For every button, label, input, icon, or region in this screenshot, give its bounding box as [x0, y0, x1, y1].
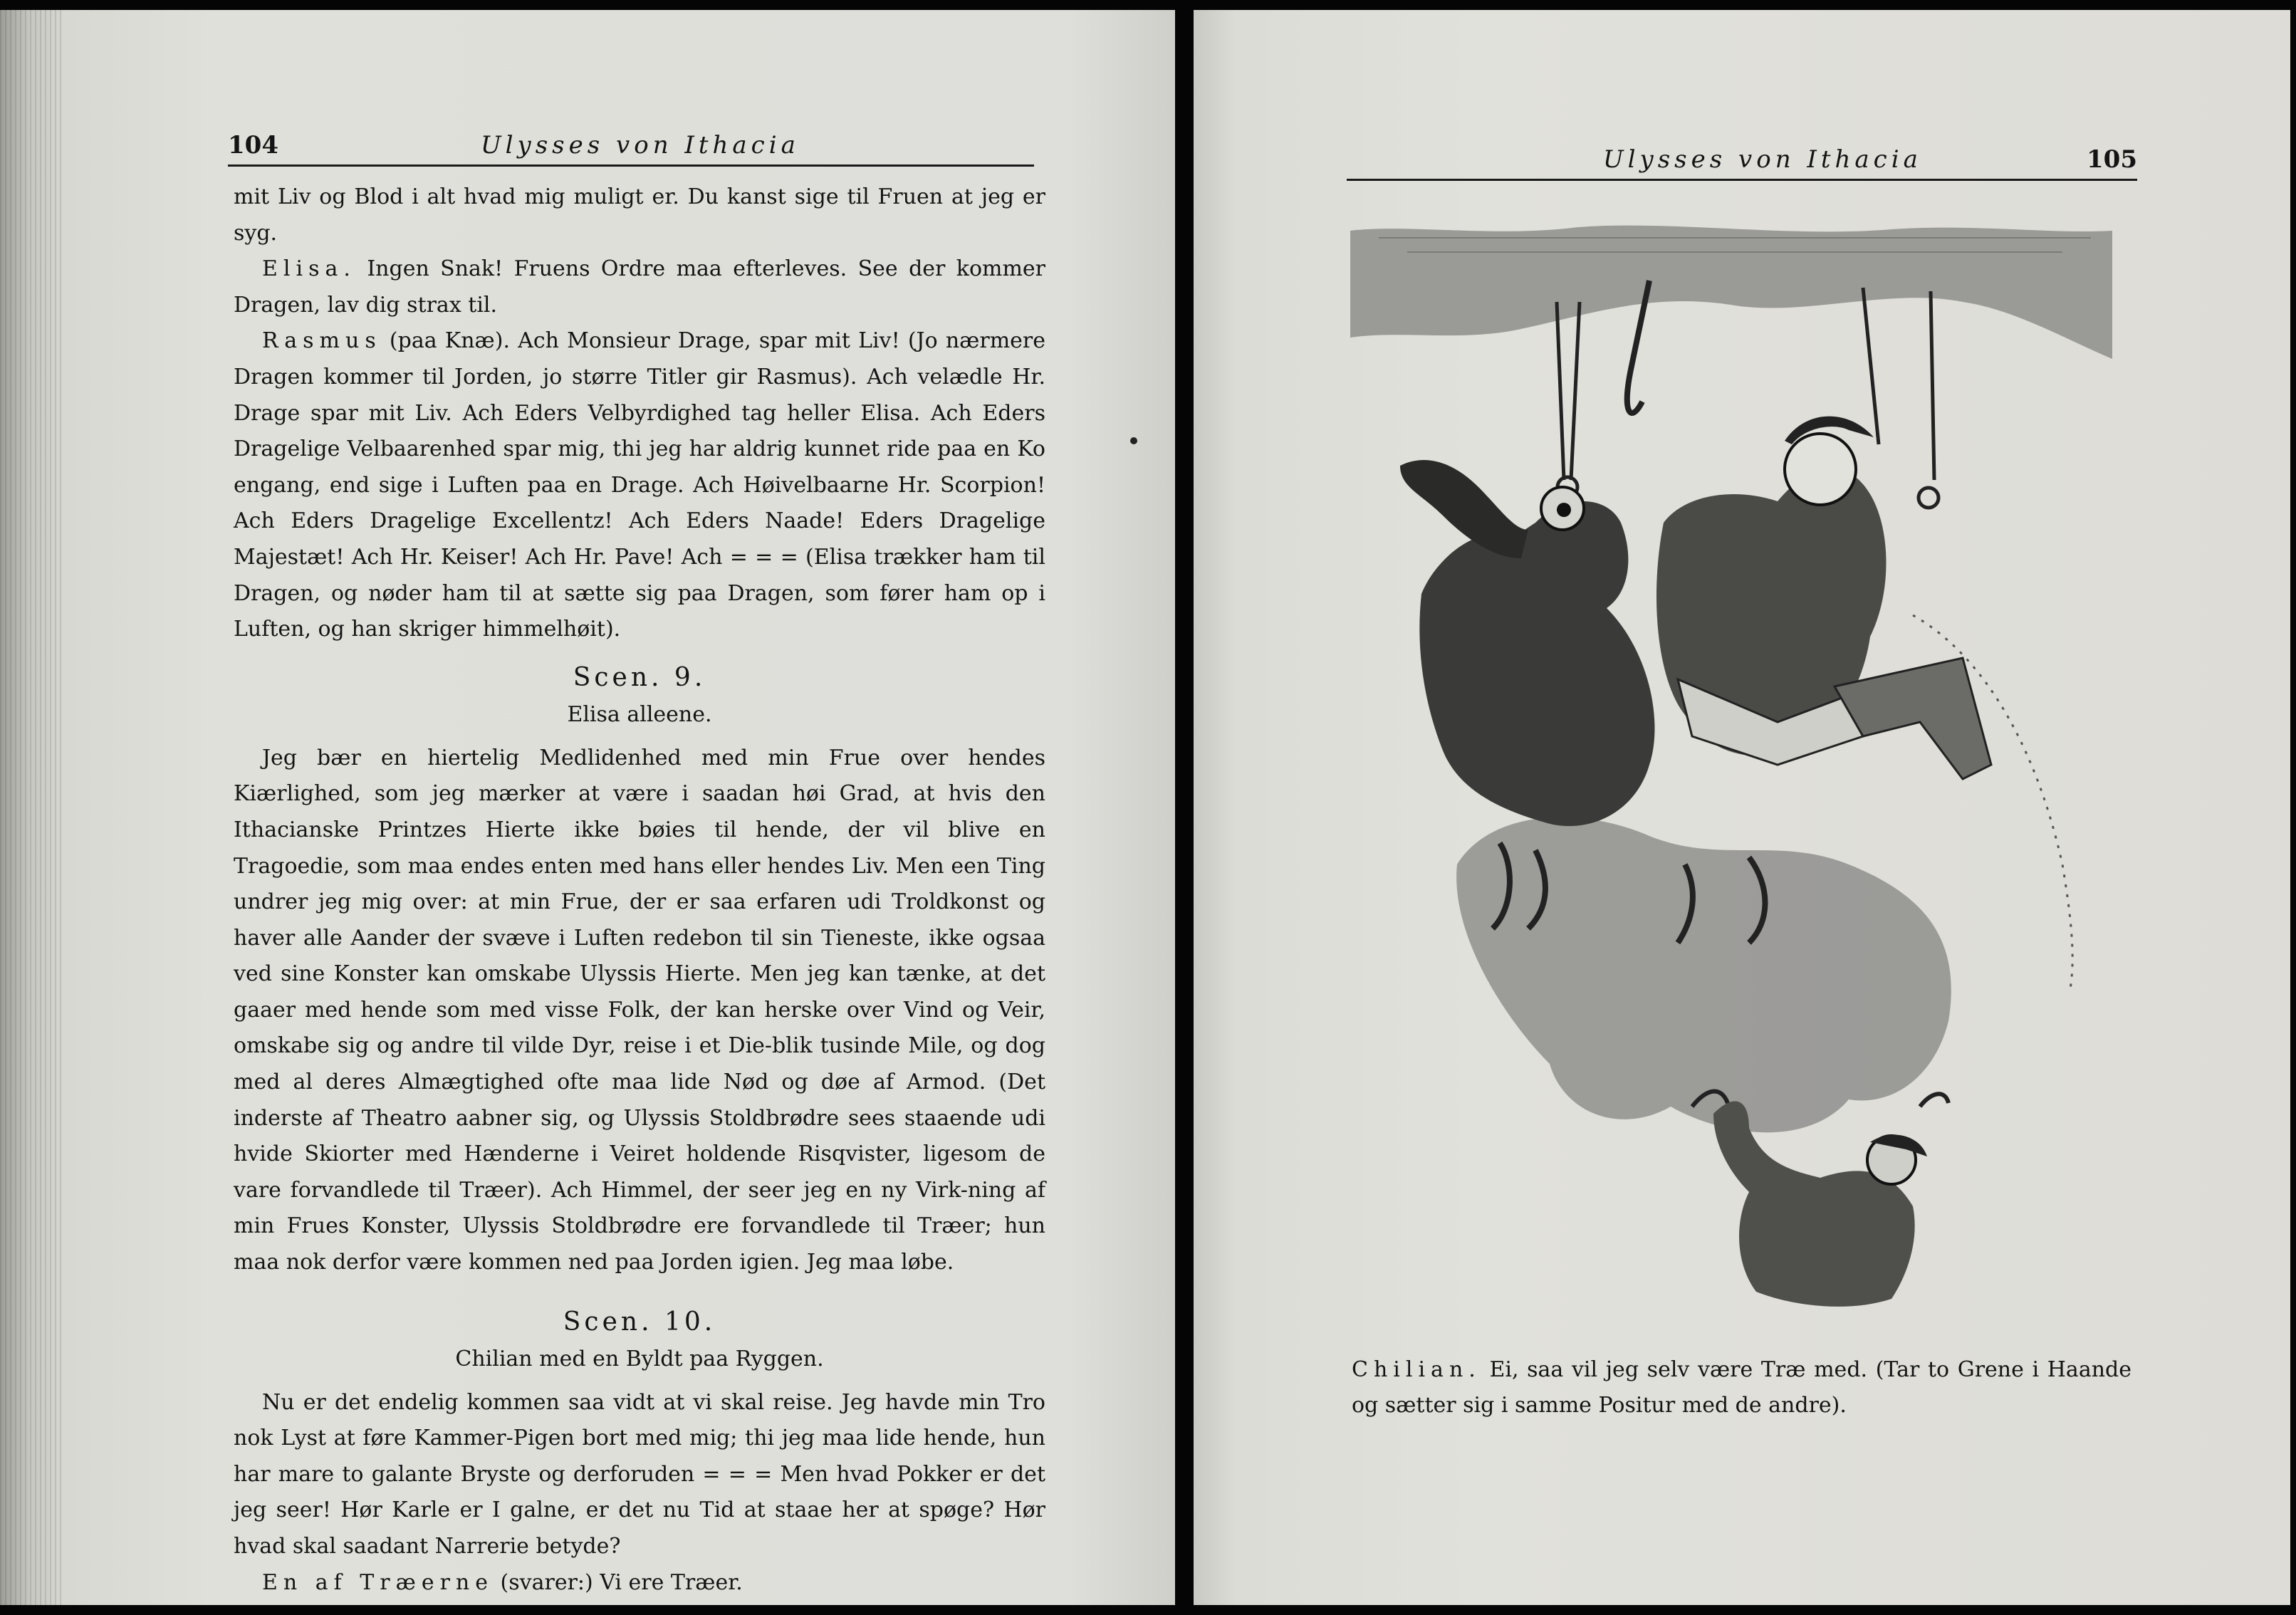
speaker-name: Elisa.	[262, 256, 356, 282]
paragraph-text: mit Liv og Blod i alt hvad mig muligt er. Du kanst sige til Fruen at jeg er syg.	[234, 184, 1045, 246]
page-number: 104	[228, 131, 278, 160]
left-body-text	[234, 179, 1045, 1601]
caption-text: Ei, saa vil jeg selv være Træ med. (Tar to Grene i Haande og sætter sig i samme Positur med de andre).	[1352, 1357, 2131, 1418]
paragraph-text: Ingen Snak! Fruens Ordre maa efterleves. See der kommer Dragen, lav dig strax til.	[234, 256, 1045, 318]
right-page	[1194, 10, 2290, 1605]
left-page	[0, 10, 1175, 1605]
header-rule	[228, 164, 1034, 167]
paragraph	[234, 323, 1045, 647]
right-page-header	[1347, 131, 2137, 181]
dragon-illustration	[1350, 224, 2112, 1320]
page-edges	[0, 10, 64, 1605]
paragraph	[234, 251, 1045, 323]
left-page-header	[228, 117, 1034, 167]
scene-9-title: Scen. 9.	[573, 662, 706, 692]
header-rule	[1347, 179, 2137, 181]
margin-mark	[1130, 437, 1137, 444]
running-head: Ulysses von Ithacia	[481, 131, 800, 160]
speaker-name: Rasmus	[262, 328, 382, 354]
illustration-caption	[1352, 1352, 2131, 1423]
speaker-name: Chilian.	[1352, 1357, 1481, 1382]
scene-9-subtitle: Elisa alleene.	[567, 701, 712, 727]
running-head: Ulysses von Ithacia	[1603, 145, 1922, 174]
speaker-name: En af Træerne	[262, 1569, 494, 1595]
scene-9-paragraph: Jeg bær en hiertelig Medlidenhed med min Frue over hendes Kiærlighed, som jeg mærker at være i saadan høi Grad, at hvis den Ithacianske Printzes Hierte ikke bøies til hende, der vil blive en Tragoedie, som maa endes enten med hans eller hendes Liv. Men een Ting undrer jeg mig over: at min Frue, der er saa erfaren udi Troldkonst og haver alle Aander der svæve i Luften redebon til sin Tieneste, ikke ogsaa ved sine Konster kan omskabe Ulyssis Hierte. Men jeg kan tænke, at det gaaer med hende som med visse Folk, der kan herske over Vind og Veir, omskabe sig og andre til vilde Dyr, reise i et Die-blik tusinde Mile, og dog med al deres Almægtighed ofte maa lide Nød og døe af Armod. (Det inderste af Theatro aabner sig, og Ulyssis Stoldbrødre sees staaende udi hvide Skiorter med Hænderne i Veiret holdende Risqvister, ligesom de vare forvandlede til Træer). Ach Himmel, der seer jeg en ny Virk-ning af min Frues Konster, Ulyssis Stoldbrødre ere forvandlede til Træer; hun maa nok derfor være kommen ned paa Jorden igien. Jeg maa løbe.	[234, 745, 1045, 1275]
page-number: 105	[2087, 145, 2137, 174]
paragraph-text: (paa Knæ). Ach Monsieur Drage, spar mit Liv! (Jo nærmere Dragen kommer til Jorden, jo større Titler gir Rasmus). Ach velædle Hr. Drage spar mit Liv. Ach Eders Velbyrdighed tag heller Elisa. Ach Eders Dragelige Velbaarenhed spar mig, thi jeg har aldrig kunnet ride paa en Ko engang, end sige i Luften paa en Drage. Ach Høivelbaarne Hr. Scorpion! Ach Eders Dragelige Excellentz! Ach Eders Naade! Eders Dragelige Majestæt! Ach Hr. Keiser! Ach Hr. Pave! Ach = = = (Elisa trækker ham til Dragen, og nøder ham til at sætte sig paa Dragen, som fører ham op i Luften, og han skriger himmelhøit).	[234, 328, 1045, 642]
paragraph	[234, 179, 1045, 251]
scene-10-subtitle: Chilian med en Byldt paa Ryggen.	[455, 1346, 824, 1371]
scene-10-paragraph: Nu er det endelig kommen saa vidt at vi skal reise. Jeg havde min Tro nok Lyst at føre Kammer-Pigen bort med mig; thi jeg maa lide hende, hun har mare to galante Bryste og derforuden = = = Men hvad Pokker er det jeg seer! Hør Karle er I galne, er det nu Tid at staae her at spøge? Hør hvad skal saadant Narrerie betyde?	[234, 1389, 1045, 1559]
paragraph-text: (svarer:) Vi ere Træer.	[494, 1569, 743, 1595]
paragraph	[234, 1565, 1045, 1601]
scene-10-title: Scen. 10.	[563, 1307, 716, 1337]
